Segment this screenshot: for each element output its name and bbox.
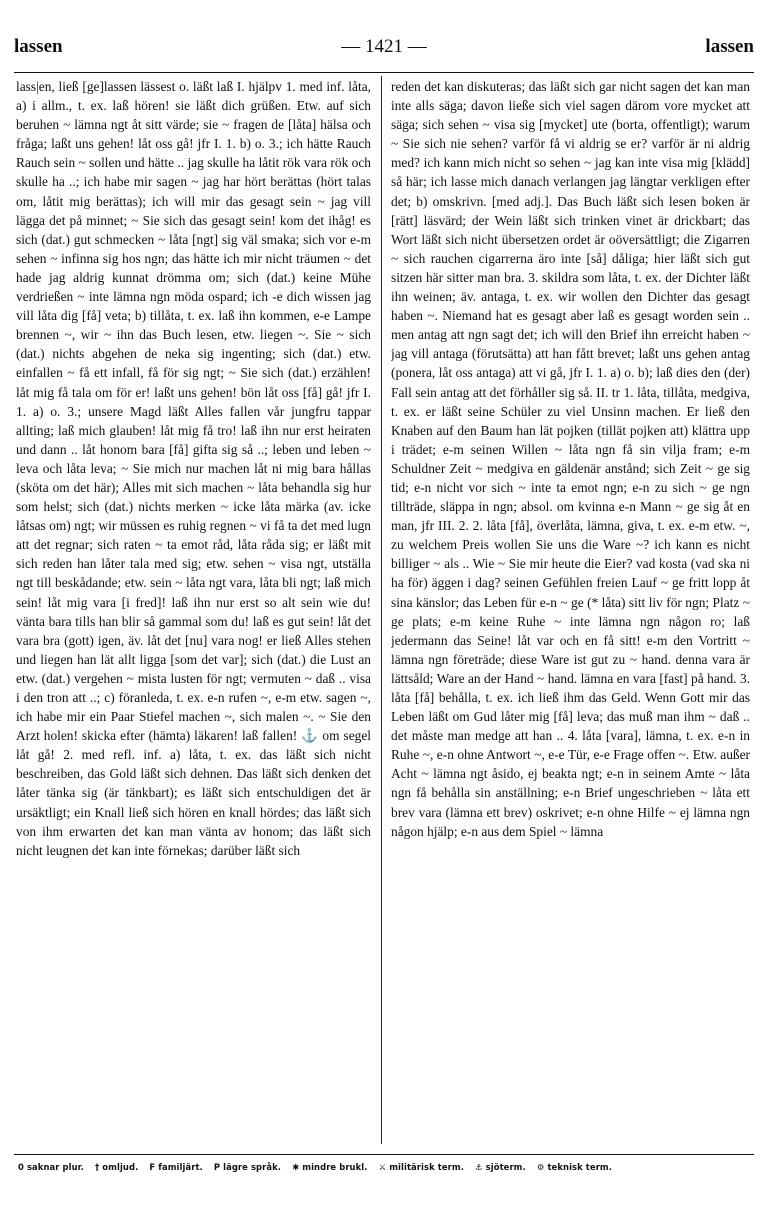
abbreviation-legend (18, 1160, 758, 1174)
column-divider (381, 76, 382, 1144)
legend-item: ✱ mindre brukl. (292, 1162, 368, 1172)
legend-item: ⚓ sjöterm. (475, 1162, 526, 1172)
legend-item: † omljud. (94, 1162, 139, 1172)
legend-item: F familjärt. (149, 1162, 203, 1172)
page-header (14, 36, 754, 62)
legend-item: ⚔ militärisk term. (378, 1162, 464, 1172)
footer-rule (14, 1154, 754, 1155)
header-rule (14, 72, 754, 73)
page-number: — 1421 — (341, 36, 427, 57)
right-column (391, 77, 750, 1147)
header-right-word: lassen (705, 36, 754, 57)
left-column-text: lass|en, ließ [ge]lassen lässest o. läßt laß I. hjälpv 1. med inf. låta, a) i allm., t. ex. laß hören! sie läßt dich grüßen. Etw. auf sich beruhen ~ lämna ngt åt sitt värde; sie ~ fragen de [låta] hälsa och fråga; laßt uns gehen! låt oss gå! jfr I. 1. b) o. 3.; ich hätte Rauch Rauch sein ~ sollen und hätte .. jag skulle ha låtit rök vara rök och skulle ha ..; ich habe mir sagen ~ jag har hört berättas (hört talas om, låtit mig berättas); ich will mir das gesagt sein ~ jag vill lägga det på minnet; ~ Sie sich das gesagt sein! kom det ihåg! es sich (dat.) gut schmecken ~ låta [ngt] sig väl smaka; sich vor e-m sehen ~ infinna sig hos ngn; das hätte ich mir nicht träumen ~ det hade jag aldrig kunnat drömma om; sich (dat.) keine Mühe verdrießen ~ inte lämna ngn möda ospard; ich -e dich wissen jag vill låta dig [få] veta; b) tillåta, t. ex. laß ihn kommen, e-e Lampe brennen ~, wir ~ ihn das Buch lesen, etw. liegen ~. Sie ~ sich (dat.) nichts abgehen de neka sig ingenting; sich (dat.) etw. einfallen ~ få ett infall, få för sig ngt; ~ Sie sich (dat.) erzählen! låt mig få tala om för er! laßt uns gehen! bön låt oss [få] gå! jfr I. 1. a) o. 3.; unsere Magd läßt Alles fallen vår jungfru tappar allting; laß mich glauben! låt mig få tro! laß ihn nur erst heiraten und dann .. låt honom bara [få] gifta sig så ..; leben und leben ~ leva och låta leva; ~ Sie mich nur machen låt ni mig bara hållas (sköta om det här); Alles mit sich machen ~ låta behandla sig hur som helst; sich (dat.) nichts merken ~ icke låta märka (av. icke låtsas om) ngt; wir müssen es ruhig regnen ~ vi få ta det med lugn att det regnar; sich raten ~ ta emot råd, låta råda sig; er läßt mit sich reden han låter tala med sig; etw. sehen ~ visa ngt, utställa ngt till beskådande; etw. sein ~ låta ngt vara, låta bli ngt; laß mich sein! låt mig vara [i fred]! laß ihn nur erst so alt sein wie du! vänta bara tills han blir så gammal som du! laß es gut sein! låt det vara bra (gott) igen, äv. låt det [nu] vara nog! er ließ Alles stehen und liegen han lät allt ligga [som det var]; sich (dat.) die Lust an etw. (dat.) vergehen ~ mista lusten för ngt; vermuten ~ daß .. visa i den tron att ..; c) föranleda, t. ex. e-n rufen ~, e-m etw. sagen ~, ich habe mir ein Paar Stiefel machen ~, sich malen ~. ~ Sie den Arzt holen! skicka efter (hämta) läkaren! laß fallen! ⚓ om segel låt gå! 2. med refl. inf. a) låta, t. ex. das läßt sich nicht beschreiben, das Gold läßt sich dehnen. Das läßt sich denken det låter tänka sig (är tänkbart); es läßt sich entschuldigen det är ursäktligt; ein Knall ließ sich hören en knall hördes; das läßt sich von ihm erwarten det kan man vänta av honom; das läßt sich nicht leugnen det kan inte förnekas; darüber läßt sich (16, 79, 371, 858)
right-column-text: reden det kan diskuteras; das läßt sich gar nicht sagen det kan man inte alls säga; davon ließe sich viel sagen därom vore mycket att säga; sich sehen ~ visa sig [mycket] ute (borta, offentligt); warum ~ Sie sich nie sehen? varför få vi aldrig se er? varför är ni aldrig med? ich kann mich nicht so sehen ~ jag kan inte visa mig [klädd] så här; ich lasse mich danach verlangen jag längtar verkligen efter det; b) omskrivn. [med adj.]. Das Buch läßt sich lesen boken är [rätt] läsvärd; der Wein läßt sich trinken vinet är drickbart; das Wort läßt sich nicht übersetzen ordet är oöversättligt; die Zigarren ~ sich rauchen cigarrerna äro inte [så] dåliga; hier läßt sich gut sitzen här sitter man bra. 3. skildra som låta, t. ex. der Dichter läßt ihn weinen; äv. antaga, t. ex. wir wollen den Dichter das gesagt haben ~. Niemand hat es gesagt aber laß es gesagt worden sein .. men antag att ngn sagt det; ich will den Brief ihn erreicht haben ~ jag vill antaga (förutsätta) att han fått brevet; laßt uns gehen antag (ponera, låt oss antaga) att vi gå, jfr I. 1. a) o. b); laß dies den (der) Fall sein antag att det förhåller sig så. II. tr 1. låta, tillåta, medgiva, t. ex. er läßt seine Schüler zu viel Unsinn machen. Er ließ den Knaben auf den Baum han lät pojken (tillät pojken att) klättra upp i trädet; e-m seinen Willen ~ låta ngn få sin vilja fram; e-m Schuldner Zeit ~ medgiva en gäldenär anstånd; sich Zeit ~ ge sig tid; e-n nicht vor sich ~ inte ta emot ngn; e-n zu sich ~ ge ngn tillträde, släppa in ngn; absol. om kvinna e-n Mann ~ ge sig åt en man, jfr III. 2. 2. låta [få], överlåta, lämna, giva, t. ex. e-m etw. ~, zu welchem Preis wollen Sie uns die Ware ~? ich kann es nicht billiger ~ als .. Wie ~ Sie mir heute die Eier? vad kosta (vad ska ni ha för) äggen i dag? seinen Gefühlen freien Lauf ~ ge fritt lopp åt sina känslor; das Leben für e-n ~ ge (* låta) sitt liv för ngn; Platz ~ ge plats; e-m keine Ruhe ~ inte lämna ngn någon ro; laß jedermann das Seine! låt var och en få sitt! e-m den Vortritt ~ lämna ngn företräde; diese Ware ist gut zu ~ hand. denna vara är lättsåld; Ware an der Hand ~ hand. lämna en vara [fast] på hand. 3. låta [få] behålla, t. ex. ich ließ ihm das Geld. Wenn Gott mir das Leben läßt om Gud låter mig [få] leva; das muß man ihm ~ daß .. det måste man medge att han .. 4. låta [vara], lämna, t. ex. e-n in Ruhe ~, e-n ohne Antwort ~, e-e Tür, e-e Frage offen ~. Etw. außer Acht ~ lämna ngt åsido, ej beakta ngt; e-n in seinem Amte ~ låta ngn få behålla sin anställning; e-n Brief ungeschrieben ~ låta ett brev vara (lämna ett brev) oskrivet; e-n ohne Hilfe ~ ej lämna ngn någon hjälp; e-n aus dem Spiel ~ lämna (391, 79, 750, 839)
left-column (16, 77, 371, 1147)
legend-item: ⚙ teknisk term. (536, 1162, 613, 1172)
header-left-word: lassen (14, 36, 63, 57)
legend-item: 0 saknar plur. (18, 1162, 84, 1172)
legend-item: P lägre språk. (213, 1162, 282, 1172)
